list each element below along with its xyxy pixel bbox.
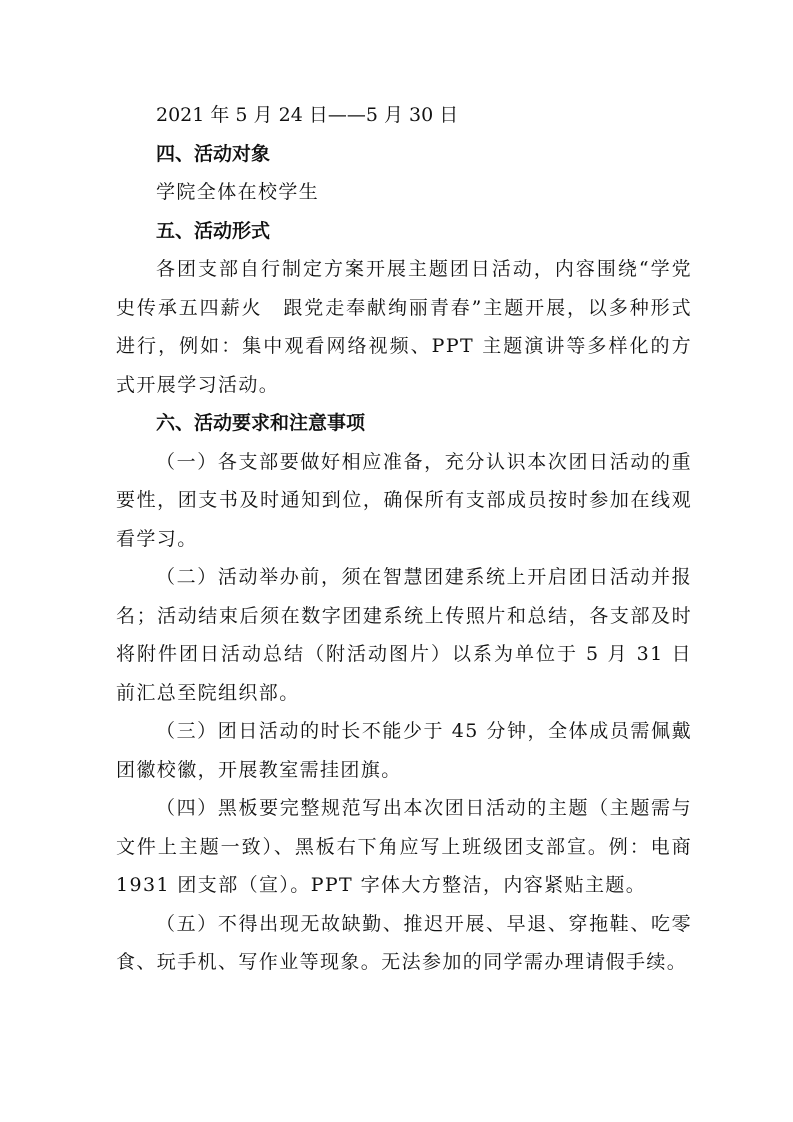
section-4-heading: 四、活动对象 [156,142,271,165]
section-4-body: 学院全体在校学生 [156,181,320,203]
requirement-item-1: （一）各支部要做好相应准备，充分认识本次团日活动的重要性，团支书及时通知到位，确保所有支部成员按时参加在线观看学习。 [116,450,692,550]
requirement-item-3: （三）团日活动的时长不能少于 45 分钟，全体成员需佩戴团徽校徽，开展教室需挂团旗。 [116,720,692,781]
document-body [116,96,692,982]
activity-date-line: 2021 年 5 月 24 日——5 月 30 日 [156,104,459,126]
section-5-heading: 五、活动形式 [156,219,271,242]
section-6-heading: 六、活动要求和注意事项 [156,412,366,434]
requirement-item-2: （二）活动举办前，须在智慧团建系统上开启团日活动并报名；活动结束后须在数字团建系统上传照片和总结，各支部及时将附件团日活动总结（附活动图片）以系为单位于 5 月 31 日前汇总至院组织部。 [116,566,692,704]
requirement-item-5: （五）不得出现无故缺勤、推迟开展、早退、穿拖鞋、吃零食、玩手机、写作业等现象。无法参加的同学需办理请假手续。 [116,912,692,973]
section-5-body: 各团支部自行制定方案开展主题团日活动，内容围绕“学党史传承五四薪火 跟党走奉献绚丽青春”主题开展，以多种形式进行，例如：集中观看网络视频、PPT 主题演讲等多样化的方式开展学习活动。 [116,258,692,396]
requirement-item-4: （四）黑板要完整规范写出本次团日活动的主题（主题需与文件上主题一致）、黑板右下角应写上班级团支部宣。例：电商 1931 团支部（宣）。PPT 字体大方整洁，内容紧贴主题。 [116,797,692,896]
